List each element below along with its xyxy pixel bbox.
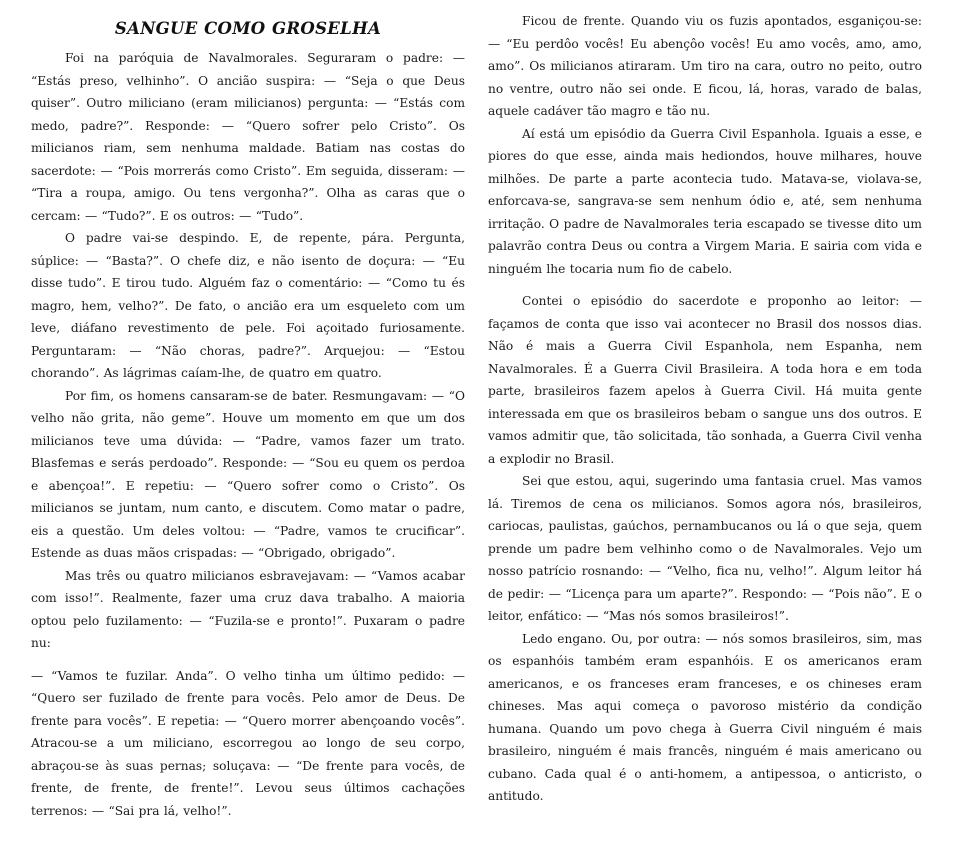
paragraph: Mas três ou quatro milicianos esbravejavam: — “Vamos acabar com isso!”. Realmente, fazer uma cruz dava trabalho. A maioria optou pelo fuzilamento: — “Fuzila-se e pronto!”. Puxaram o padre nu: <box>31 568 465 650</box>
article-title: SANGUE COMO GROSELHA <box>114 19 382 38</box>
right-column <box>488 10 922 808</box>
paragraph: Ledo engano. Ou, por outra: — nós somos brasileiros, sim, mas os espanhóis também eram espanhóis. E os americanos eram americanos, e os franceses eram franceses, e os chineses eram chineses. Mas aqui começa o pavoroso mistério da condição humana. Quando um povo chega à Guerra Civil ninguém é mais brasileiro, ninguém é mais francês, ninguém é mais americano ou cubano. Cada qual é o anti-homem, a antipessoa, o anticristo, o antitudo. <box>488 631 922 803</box>
paragraph: O padre vai-se despindo. E, de repente, pára. Pergunta, súplice: — “Basta?”. O chefe diz, e não isento de doçura: — “Eu disse tudo”. E tirou tudo. Alguém faz o comentário: — “Como tu és magro, hem, velho?”. De fato, o ancião era um esqueleto com um leve, diáfano revestimento de pele. Foi açoitado furiosamente. Perguntaram: — “Não choras, padre?”. Arquejou: — “Estou chorando”. As lágrimas caíam-lhe, de quatro em quatro. <box>31 231 465 380</box>
left-column <box>31 10 465 822</box>
paragraph: Sei que estou, aqui, sugerindo uma fantasia cruel. Mas vamos lá. Tiremos de cena os milicianos. Somos agora nós, brasileiros, cariocas, paulistas, gaúchos, pernambucanos ou lá o que seja, quem prende um padre bem velhinho como o de Navalmorales. Vejo um nosso patrício rosnando: — “Velho, fica nu, velho!”. Algum leitor há de pedir: — “Licença para um aparte?”. Respondo: — “Pois não”. E o leitor, enfático: — “Mas nós somos brasileiros!”. <box>488 474 922 623</box>
paragraph: Aí está um episódio da Guerra Civil Espanhola. Iguais a esse, e piores do que esse, ainda mais hediondos, houve milhares, houve milhões. De parte a parte acontecia tudo. Matava-se, violava-se, enforcava-se, sangrava-se sem nenhum ódio e, até, sem nenhuma irritação. O padre de Navalmorales teria escapado se tivesse dito um palavrão contra Deus ou contra a Virgem Maria. E sairia com vida e ninguém lhe tocaria num fio de cabelo. <box>488 126 922 276</box>
paragraph: Ficou de frente. Quando viu os fuzis apontados, esganiçou-se: — “Eu perdôo vocês! Eu abençôo vocês! Eu amo vocês, amo, amo, amo”. Os milicianos atiraram. Um tiro na cara, outro no peito, outro no ventre, outro não sei onde. E ficou, lá, horas, varado de balas, aquele cadáver tão magro e tão nu. <box>488 14 922 118</box>
paragraph: Contei o episódio do sacerdote e proponho ao leitor: — façamos de conta que isso vai acontecer no Brasil dos nossos dias. Não é mais a Guerra Civil Espanhola, nem Espanha, nem Navalmorales. É a Guerra Civil Brasileira. A toda hora e em toda parte, brasileiros fazem apelos à Guerra Civil. Há muita gente interessada em que os brasileiros bebam o sangue uns dos outros. E vamos admitir que, tão solicitada, tão sonhada, a Guerra Civil venha a explodir no Brasil. <box>488 294 922 466</box>
paragraph: Por fim, os homens cansaram-se de bater. Resmungavam: — “O velho não grita, não geme”. Houve um momento em que um dos milicianos teve uma dúvida: — “Padre, vamos fazer um trato. Blasfemas e serás perdoado”. Responde: — “Sou eu quem os perdoa e abençoa!”. E repetiu: — “Quero sofrer como o Cristo”. Os milicianos se juntam, num canto, e discutem. Como matar o padre, eis a questão. Um deles voltou: — “Padre, vamos te crucificar”. Estende as duas mãos crispadas: — “Obrigado, obrigado”. <box>31 388 465 560</box>
paragraph: Foi na paróquia de Navalmorales. Seguraram o padre: — “Estás preso, velhinho”. O ancião suspira: — “Seja o que Deus quiser”. Outro miliciano (eram milicianos) pergunta: — “Estás com medo, padre?”. Responde: — “Quero sofrer pelo Cristo”. Os milicianos riam, sem nenhuma maldade. Batiam nas costas do sacerdote: — “Pois morrerás como Cristo”. Em seguida, disseram: — “Tira a roupa, amigo. Ou tens vergonha?”. Olha as caras que o cercam: — “Tudo?”. E os outros: — “Tudo”. <box>31 51 465 223</box>
paragraph: — “Vamos te fuzilar. Anda”. O velho tinha um último pedido: — “Quero ser fuzilado de frente para vocês. Pelo amor de Deus. De frente para vocês”. E repetia: — “Quero morrer abençoando vocês”. Atracou-se a um miliciano, escorregou ao longo de seu corpo, abraçou-se às suas pernas; soluçava: — “De frente para vocês, de frente, de frente, de frente!”. Levou seus últimos cachações terrenos: — “Sai pra lá, velho!”. <box>31 668 465 818</box>
